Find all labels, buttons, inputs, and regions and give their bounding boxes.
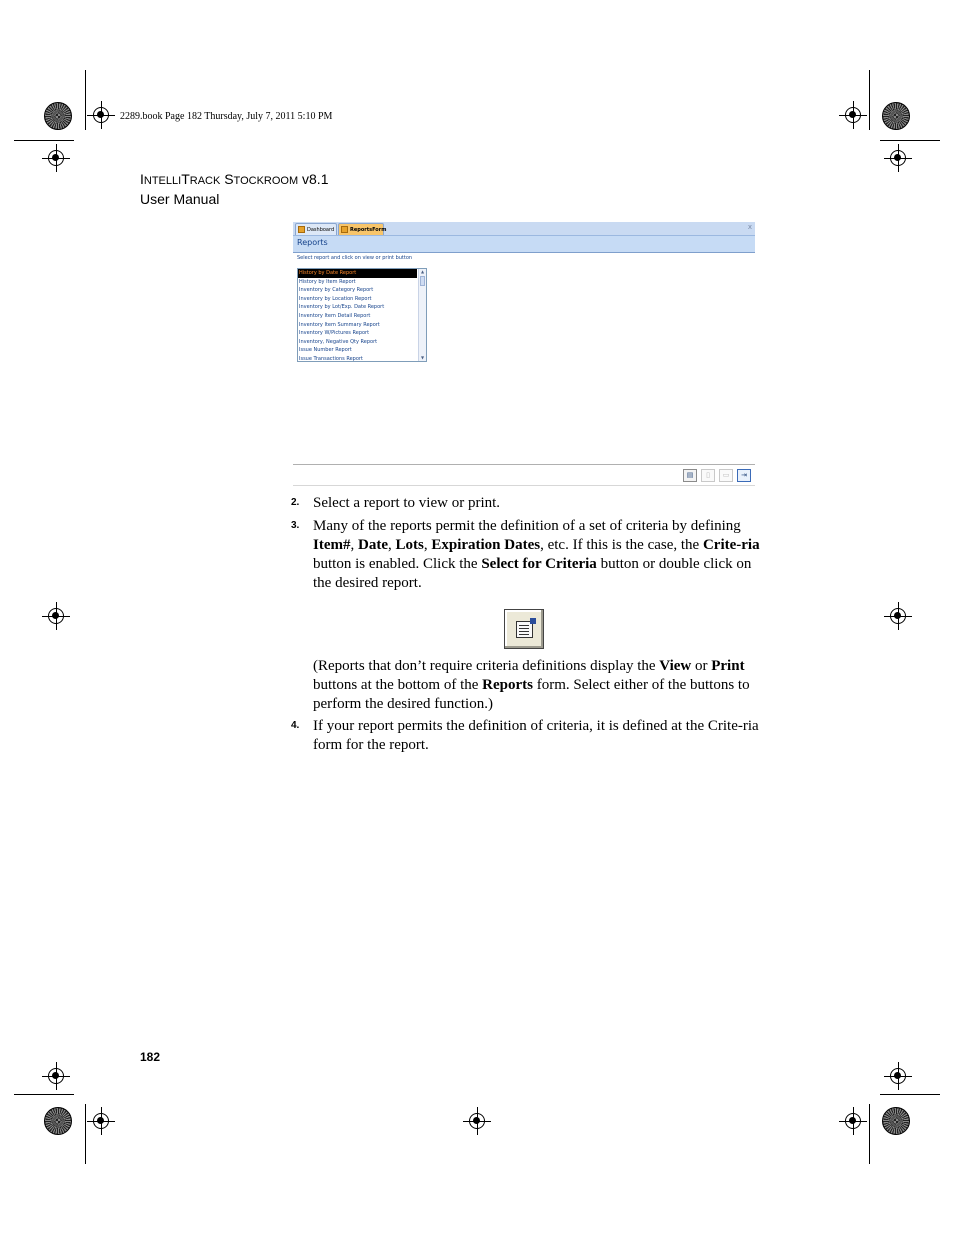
list-item[interactable]: Inventory by Location Report	[299, 295, 372, 302]
view-icon: ▯	[706, 471, 710, 479]
tab-reports-form[interactable]: ReportsForm	[338, 223, 384, 235]
close-form-button[interactable]	[737, 469, 751, 482]
select-for-criteria-button[interactable]	[504, 609, 544, 649]
view-button[interactable]	[701, 469, 715, 482]
list-item[interactable]: Inventory by Lot/Exp. Date Report	[299, 304, 385, 311]
criteria-button[interactable]	[683, 469, 697, 482]
list-item[interactable]: Issue Number Report	[299, 347, 352, 354]
scroll-up-icon[interactable]: ▲	[420, 269, 425, 274]
print-slug: 2289.book Page 182 Thursday, July 7, 2011 5:10 PM	[120, 111, 333, 122]
step-number: 2.	[291, 497, 300, 508]
listbox-scrollbar[interactable]	[418, 269, 426, 361]
form-header: Reports	[293, 236, 755, 253]
list-item[interactable]: Inventory Item Detail Report	[299, 312, 371, 319]
list-item[interactable]: Inventory Item Summary Report	[299, 321, 380, 328]
step-number: 3.	[291, 520, 300, 531]
list-item[interactable]: Inventory W/Pictures Report	[299, 330, 370, 337]
list-item[interactable]: History by Item Report	[299, 278, 356, 285]
criteria-icon	[516, 621, 533, 638]
step-text: Select a report to view or print.	[313, 495, 501, 511]
manual-subtitle: User Manual	[140, 191, 220, 207]
scroll-thumb[interactable]	[420, 276, 425, 286]
step-text: If your report permits the definition of criteria, it is defined at the Crite-ria form for the report.	[313, 718, 759, 753]
tab-dashboard[interactable]: Dashboard	[295, 223, 337, 235]
note-paragraph: (Reports that don’t require criteria definitions display the View or Print buttons at the bottom of the Reports form. Select either of the buttons to perform the desired function.)	[313, 658, 750, 712]
form-icon	[341, 226, 348, 233]
step-text: Many of the reports permit the definition of a set of criteria by defining Item#, Date, Lots, Expiration Dates, etc. If this is the case, the Crite-ria button is enabled. Click the Select for Criteria button or double click on the desired report.	[313, 518, 760, 591]
print-button[interactable]	[719, 469, 733, 482]
document-tab-bar	[293, 222, 755, 236]
list-item[interactable]: Inventory, Negative Qty Report	[299, 338, 378, 345]
form-toolbar	[293, 464, 755, 486]
reports-form-screenshot	[293, 222, 755, 484]
scroll-down-icon[interactable]: ▼	[420, 355, 425, 360]
list-item[interactable]: Issue Transactions Report	[299, 355, 363, 362]
list-item[interactable]: History by Date Report	[298, 269, 417, 278]
close-form-icon: ⇥	[741, 471, 747, 479]
step-number: 4.	[291, 720, 300, 731]
list-item[interactable]: Inventory by Category Report	[299, 287, 374, 294]
reports-listbox[interactable]	[297, 268, 427, 362]
criteria-icon: ▤	[686, 471, 694, 479]
page-number: 182	[140, 1050, 161, 1064]
instruction-label: Select report and click on view or print button	[297, 255, 413, 261]
form-icon	[298, 226, 305, 233]
product-name: INTELLITRACK STOCKROOM v8.1	[140, 171, 329, 187]
print-icon: ▭	[722, 471, 730, 479]
running-head	[140, 170, 328, 208]
close-icon[interactable]: x	[747, 223, 752, 231]
